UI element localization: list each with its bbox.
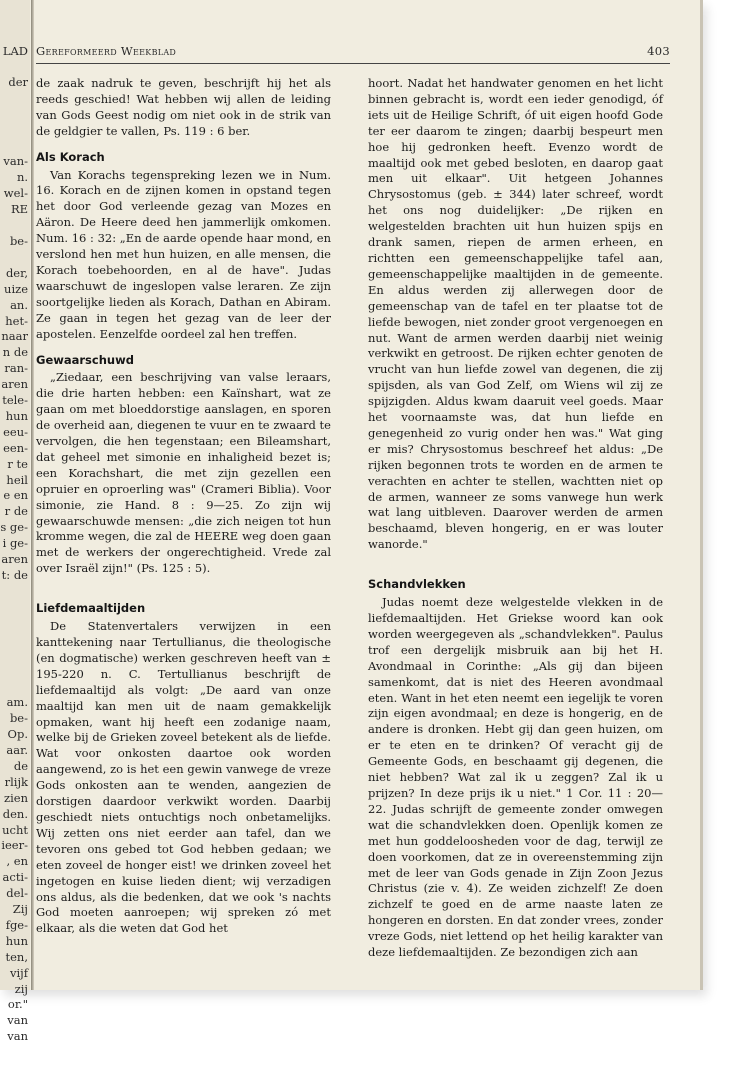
page-fold — [31, 0, 34, 990]
edge-line-fragment — [0, 679, 30, 695]
edge-line-fragment — [0, 107, 30, 123]
edge-line-fragment — [0, 663, 30, 679]
edge-line-fragment: hun — [5, 408, 28, 423]
edge-line-fragment: een- — [3, 440, 28, 455]
heading-liefdemaaltijden: Liefdemaaltijden — [36, 601, 146, 616]
edge-line-fragment — [0, 616, 30, 632]
edge-line-fragment — [0, 584, 30, 600]
edge-line-fragment: ieer- — [1, 838, 28, 853]
edge-line-fragment: hun — [5, 933, 28, 948]
edge-line-fragment: t: de — [1, 568, 28, 582]
edge-line-fragment: Zij — [12, 902, 28, 917]
header-rule — [36, 63, 670, 64]
edge-line-fragment — [0, 250, 30, 266]
paragraph-als-korach: Van Korachs tegenspreking lezen we in Num. 16. Korach en de zijnen komen in opstand tegen het door God verleende gezag van Mozes en Aäron. De Heere deed hen jammerlijk omkomen. Num. 16 : 32: „En de aarde opende haar mond, en verslond hen met hun huizen, en alle mensen, die Korach toebehoorden, en al de have". Judas waarschuwt de ingeslopen valse leraren. Ze zijn soortgelijke lieden als Korach, Dathan en Abiram. Ze gaan in tegen het gezag van de leer der apostelen. Eenzelfde oordeel zal hen treffen. — [36, 167, 331, 341]
edge-line-fragment: ran- — [4, 361, 28, 376]
edge-line-fragment: zij — [14, 981, 28, 996]
edge-line-fragment: an. — [10, 297, 28, 312]
edge-line-fragment: eeu- — [3, 424, 28, 439]
heading-schandvlekken: Schandvlekken — [368, 577, 466, 592]
heading-gewaarschuwd: Gewaarschuwd — [36, 352, 134, 367]
edge-line-fragment: der, — [5, 265, 28, 280]
edge-line-fragment: der — [8, 74, 28, 89]
edge-line-fragment: or." — [7, 997, 28, 1012]
paragraph-gewaarschuwd: „Ziedaar, een beschrijving van valse leraars, die drie harten hebben: een Kaïnshart, wat ze gaan om met bloeddorstige aanslagen, en sporen de overheid aan, diegenen te vuur en te zwaard te vervolgen, die hen tegenstaan; een Bileamshart, dat geheel met simonie en inhaligheid bezet is; een Korachshart, die met zijn gezellen een opruier en oproerling was" (Crameri Biblia). Voor simonie, zie Hand. 8 : 9—25. Zo zijn wij gewaarschuwde mensen: „die zich neigen tot hun kromme wegen, die zal de HEERE weg doen gaan met de werkers der ongerechtigheid. Vrede zal over Israël zijn!" (Ps. 125 : 5). — [36, 370, 331, 576]
edge-line-fragment: van — [7, 1029, 28, 1044]
edge-line-fragment: acti- — [2, 870, 28, 885]
left-column — [36, 76, 331, 937]
edge-line-fragment: ten, — [5, 949, 28, 964]
edge-line-fragment: i ge- — [2, 536, 28, 551]
edge-line-fragment: aren — [1, 377, 28, 392]
edge-line-fragment: zien — [4, 790, 28, 805]
edge-line-fragment: n de — [2, 345, 28, 360]
paragraph-liefdemaaltijden: De Statenvertalers verwijzen in een kanttekening naar Tertullianus, die theologische (en dogmatische) werken geschreven heeft van ± 195-220 n. C. Tertullianus beschrijft de liefdemaaltijd als volgt: „De aard van onze maaltijd kan men uit de naam gemakkelijk opmaken, want hij heeft een zodanige naam, welke bij de Grieken zoveel betekent als de liefde. Wat voor onkosten daartoe ook worden aangewend, zo is het een gewin vanwege de vreze Gods onkosten aan te wenden, aangezien de dorstigen daardoor verkwikt worden. Daarbij geschiedt niets ontuchtigs noch onbetamelijks. Wij zetten ons niet eerder aan tafel, dan we tevoren ons gebed tot God hebben gedaan; we eten zoveel de honger eist! we drinken zoveel het ingetogen en kuise lieden dient; wij verzadigen ons aldus, als die bedenken, dat we ook 's nachts God moeten aanroepen; wij spreken zó met elkaar, als die weten dat God het — [36, 619, 331, 936]
edge-line-fragment — [0, 648, 30, 664]
running-title: Gereformeerd Weekblad — [36, 44, 177, 58]
edge-line-fragment: n. — [16, 170, 28, 185]
edge-line-fragment: tele- — [2, 393, 28, 408]
edge-line-fragment: s ge- — [0, 520, 28, 535]
edge-line-fragment — [0, 632, 30, 648]
edge-line-fragment: de — [13, 758, 28, 773]
edge-line-fragment — [0, 91, 30, 107]
right-intro-paragraph: hoort. Nadat het handwater genomen en het licht binnen gebracht is, wordt een ieder genodigd, óf iets uit de Heilige Schrift, óf uit eigen hoofd Gode ter eer daarom te zingen; daarbij bespeurt men hoe hij gedronken heeft. Evenzo wordt de maaltijd ook met gebed besloten, en daarop gaat men uit elkaar". Uit hetgeen Johannes Chrysostomus (geb. ± 344) later schreef, wordt het ons nog duidelijker: „De rijken en welgestelden brachten uit hun huizen spijs en drank samen, riepen de armen erheen, en richtten een gemeenschappelijke tafel aan, gemeenschappelijke maaltijden in de gemeente. En aldus werden zij allerwegen door de gemeenschap van de tafel en ter plaatse tot de liefde bewogen, niet zonder groot vergenoegen en nut. Want de armen werden daarbij niet weinig verkwikt en getroost. De rijken echter genoten de vrucht van hun liefde zowel van degenen, die zij spijsden, als van God Zelf, om Wiens wil zij ze spijzigden. Aldus kwam daaruit veel goeds. Maar het voornaamste was, dat hun liefde en genegenheid zo vurig onder hen was." Wat ging er mis? Chrysostomus beschreef het aldus: „De rijken begonnen trots te worden en de armen te verachten en achter te stellen, wachtten niet op de armen, wanneer ze soms vanwege hun werk wat lang uitbleven. Daarover werden de armen beschaamd, bleven hongerig, en er was louter wanorde." — [368, 76, 663, 552]
edge-line-fragment: be- — [9, 711, 28, 726]
page-number: 403 — [647, 44, 670, 58]
edge-line-fragment — [0, 600, 30, 616]
left-intro-paragraph: de zaak nadruk te geven, beschrijft hij het als reeds geschied! Wat hebben wij allen de leiding van Gods Geest nodig om niet ook in de strik van de geldgier te vallen, Ps. 119 : 6 ber. — [36, 76, 331, 138]
edge-line-fragment: heil — [6, 472, 28, 487]
previous-page-edge — [0, 0, 30, 1044]
edge-line-fragment — [0, 123, 30, 139]
edge-line-fragment: e en — [3, 488, 28, 503]
edge-line-fragment: rlijk — [4, 774, 28, 789]
edge-line-fragment: naar — [1, 329, 28, 344]
edge-line-fragment: van — [7, 1013, 28, 1028]
page-header — [36, 44, 670, 62]
edge-line-fragment: den. — [2, 806, 28, 821]
edge-line-fragment: r te — [7, 456, 28, 471]
edge-line-fragment: del- — [6, 886, 28, 901]
edge-line-fragment: be- — [9, 233, 28, 248]
right-column — [368, 76, 663, 961]
edge-line-fragment: het- — [5, 313, 28, 328]
edge-line-fragment — [0, 218, 30, 234]
edge-line-fragment: aren — [1, 552, 28, 567]
edge-line-fragment: fge- — [5, 917, 28, 932]
edge-line-fragment: RE — [10, 202, 28, 217]
edge-line-fragment: r de — [4, 504, 28, 519]
edge-line-fragment: aar. — [6, 742, 28, 757]
edge-line-fragment: ucht — [2, 822, 28, 837]
edge-line-fragment: wel- — [3, 186, 28, 201]
edge-header-fragment: LAD — [2, 44, 28, 58]
edge-line-fragment: vijf — [10, 965, 28, 980]
edge-line-fragment: Op. — [7, 727, 28, 742]
edge-line-fragment: am. — [6, 695, 28, 710]
edge-line-fragment: van- — [3, 154, 28, 169]
edge-line-fragment: , en — [6, 854, 28, 869]
edge-line-fragment: uize — [4, 281, 28, 296]
edge-line-fragment — [0, 139, 30, 155]
paragraph-schandvlekken: Judas noemt deze welgestelde vlekken in de liefdemaaltijden. Het Griekse woord kan ook worden weergegeven als „schandvlekken". Paulus trof een dergelijk misbruik aan bij het H. Avondmaal in Corinthe: „Als gij dan bijeen samenkomt, dat is niet des Heeren avondmaal eten. Want in het eten neemt een iegelijk te voren zijn eigen avondmaal; en deze is hongerig, en de andere is dronken. Hebt gij dan geen huizen, om er te eten en te drinken? Of veracht gij de Gemeente Gods, en beschaamt gij degenen, die niet hebben? Wat zal ik u zeggen? Zal ik u prijzen? In deze prijs ik u niet." 1 Cor. 11 : 20—22. Judas schrijft de gemeente zonder omwegen wat die schandvlekken doen. Openlijk komen ze met hun goddeloosheden voor de dag, terwijl ze doen voorkomen, dat ze in overeenstemming zijn met de leer van Gods genade in Zijn Zoon Jezus Christus (zie v. 4). Ze weiden zichzelf! Ze doen zichzelf te goed en de arme naaste laten ze hongeren en dorsten. En dat zonder vrees, zonder vreze Gods, niet lettend op het heilig karakter van deze liefdemaaltijden. Ze bezondigen zich aan — [368, 595, 663, 960]
heading-als-korach: Als Korach — [36, 149, 105, 164]
